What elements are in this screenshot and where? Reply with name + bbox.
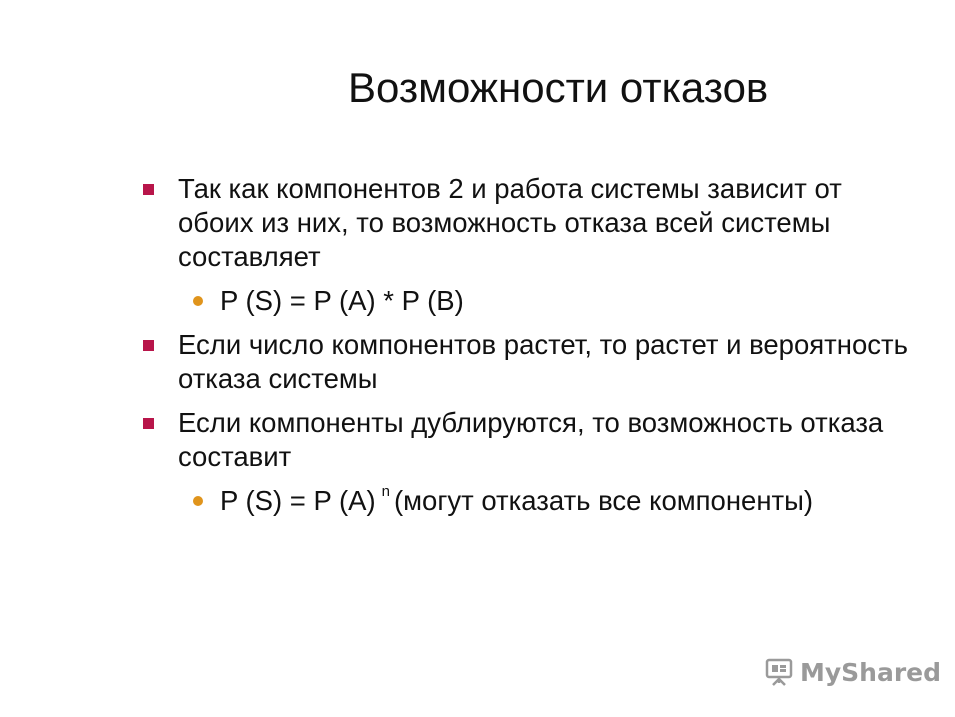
bullet-text-1: Так как компонентов 2 и работа системы зависит от обоих из них, то возможность отказа всей системы составляет (178, 173, 842, 272)
bullet-text-3: Если компоненты дублируются, то возможность отказа составит (178, 407, 884, 472)
presentation-board-icon (764, 657, 794, 687)
formula-1: P (S) = P (A) * P (B) (220, 285, 464, 316)
bullet-item-2 (140, 328, 920, 396)
square-bullet-icon (143, 418, 154, 429)
sub-bullet-item-3 (140, 484, 920, 523)
round-bullet-icon (193, 296, 203, 306)
bullet-text-2: Если число компонентов растет, то растет и вероятность отказа системы (178, 329, 908, 394)
round-bullet-icon (193, 496, 203, 506)
bullet-item-3 (140, 406, 920, 474)
formula-2-exponent: n (381, 483, 390, 500)
watermark-text: MyShared (800, 657, 942, 687)
bullet-item-1 (140, 172, 920, 274)
square-bullet-icon (143, 340, 154, 351)
bullet-list (140, 172, 920, 533)
formula-2-note: (могут отказать все компоненты) (393, 485, 814, 516)
myshared-logo[interactable] (764, 652, 941, 692)
slide-title: Возможности отказов (348, 64, 769, 111)
square-bullet-icon (143, 184, 154, 195)
sub-bullet-item-1 (140, 284, 920, 318)
formula-2-base: P (S) = P (A) (220, 485, 376, 516)
